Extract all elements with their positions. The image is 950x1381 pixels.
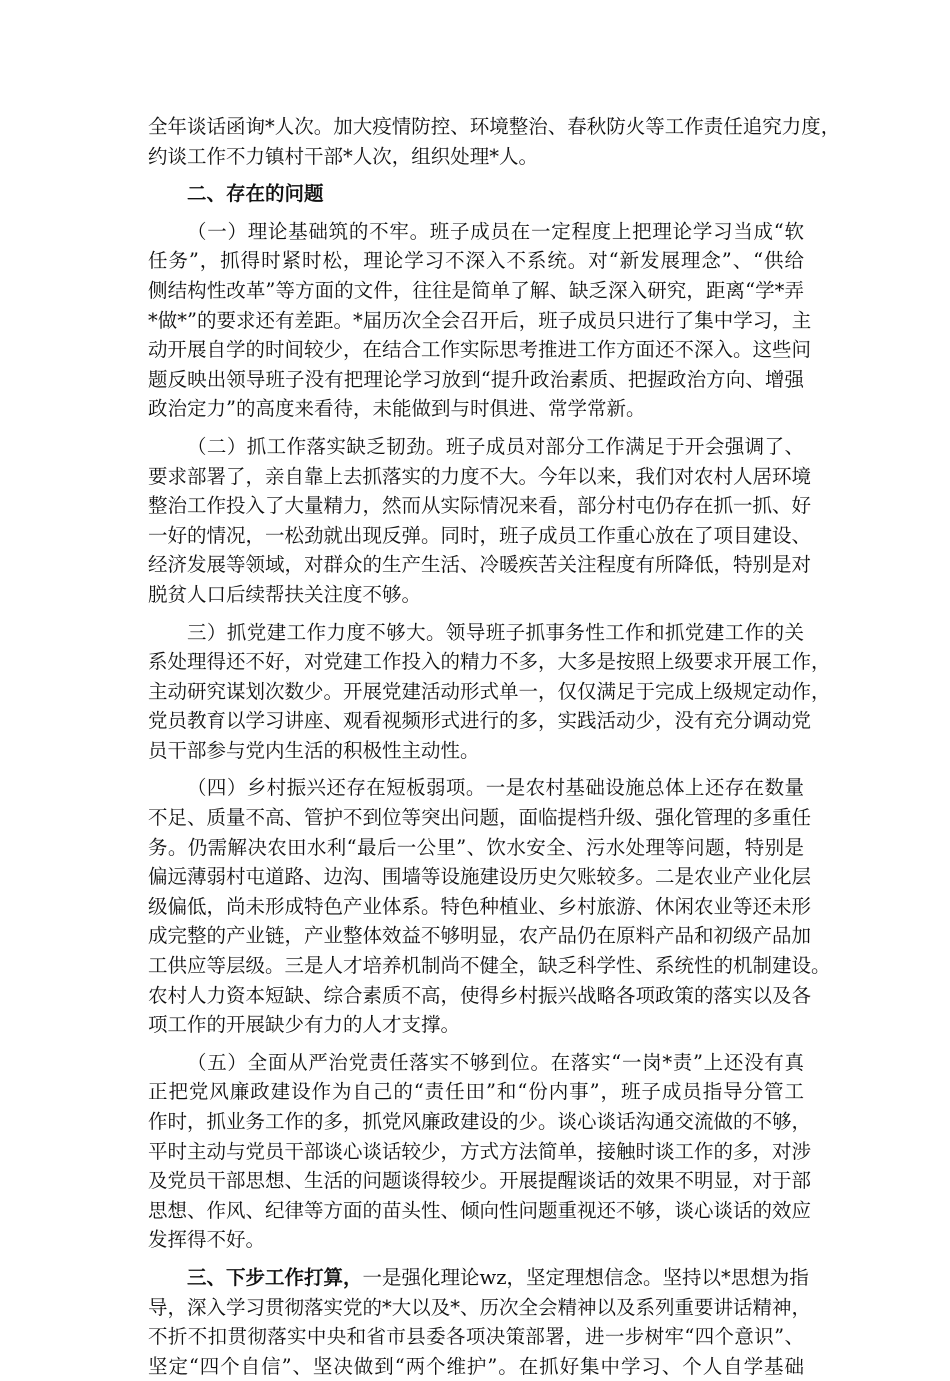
- text-line: 农村人力资本短缺、综合素质不高，使得乡村振兴战略各项政策的落实以及各: [148, 983, 812, 1007]
- text-line: （一）理论基础筑的不牢。班子成员在一定程度上把理论学习当成“软: [187, 219, 804, 243]
- text-line: 级偏低，尚未形成特色产业体系。特色种植业、乡村旅游、休闲农业等还未形: [148, 894, 812, 918]
- text-line: 作时，抓业务工作的多，抓党风廉政建设的少。谈心谈话沟通交流做的不够，: [148, 1110, 812, 1133]
- text-line: 整治工作投入了大量精力，然而从实际情况来看，部分村屯仍存在抓一抓、好: [148, 494, 812, 518]
- text-run: 一是强化理论wz，坚定理想信念。坚持以*思想为指: [362, 1265, 809, 1289]
- text-line: 经济发展等领域，对群众的生产生活、冷暖疾苦关注程度有所降低，特别是对: [148, 553, 812, 577]
- text-line: 偏远薄弱村屯道路、边沟、围墙等设施建设历史欠账较多。二是农业产业化层: [148, 865, 812, 889]
- text-line: 思想、作风、纪律等方面的苗头性、倾向性问题重视还不够，谈心谈话的效应: [148, 1198, 812, 1222]
- text-line: 发挥得不好。: [148, 1228, 266, 1252]
- text-line: 及党员干部思想、生活的问题谈得较少。开展提醒谈话的效果不明显，对于部: [148, 1169, 812, 1193]
- text-line: 脱贫人口后续帮扶关注度不够。: [148, 582, 422, 606]
- text-line: 项工作的开展缺少有力的人才支撑。: [148, 1013, 461, 1037]
- text-line: （四）乡村振兴还存在短板弱项。一是农村基础设施总体上还存在数量: [187, 776, 804, 800]
- text-line: 政治定力”的高度来看待，未能做到与时俱进、常学常新。: [148, 397, 646, 421]
- text-line: 平时主动与党员干部谈心谈话较少，方式方法简单，接触时谈工作的多，对涉: [148, 1139, 812, 1163]
- section-heading: 三、下步工作打算，: [187, 1265, 363, 1289]
- text-line: 要求部署了，亲自靠上去抓落实的力度不大。今年以来，我们对农村人居环境: [148, 464, 812, 488]
- text-line: 全年谈话函询*人次。加大疫情防控、环境整治、春秋防火等工作责任追究力度，: [148, 115, 841, 138]
- text-line: 侧结构性改革”等方面的文件，往往是简单了解、缺乏深入研究，距离“学*弄: [148, 278, 804, 302]
- document-page: [148, 112, 841, 1381]
- text-line: [148, 1263, 809, 1293]
- text-line: 员干部参与党内生活的积极性主动性。: [148, 738, 480, 762]
- text-line: 成完整的产业链，产业整体效益不够明显，农产品仍在原料产品和初级产品加: [148, 924, 812, 948]
- text-line: 三）抓党建工作力度不够大。领导班子抓事务性工作和抓党建工作的关: [187, 620, 804, 644]
- text-line: 约谈工作不力镇村干部*人次，组织处理*人。: [148, 144, 539, 168]
- text-line: 不折不扣贯彻落实中央和省市县委各项决策部署，进一步树牢“四个意识”、: [148, 1325, 804, 1349]
- text-line: 务。仍需解决农田水利“最后一公里”、饮水安全、污水处理等问题，特别是: [148, 835, 804, 859]
- text-line: 不足、质量不高、管护不到位等突出问题，面临提档升级、强化管理的多重任: [148, 806, 812, 830]
- text-line: 系处理得还不好，对党建工作投入的精力不多，大多是按照上级要求开展工作，: [148, 650, 831, 674]
- text-line: 正把党风廉政建设作为自己的“责任田”和“份内事”，班子成员指导分管工: [148, 1080, 804, 1104]
- text-line: 动开展自学的时间较少，在结合工作实际思考推进工作方面还不深入。这些问: [148, 338, 812, 362]
- text-line: （二）抓工作落实缺乏韧劲。班子成员对部分工作满足于开会强调了、: [187, 434, 804, 458]
- text-line: 党员教育以学习讲座、观看视频形式进行的多，实践活动少，没有充分调动党: [148, 709, 812, 733]
- text-line: （五）全面从严治党责任落实不够到位。在落实“一岗*责”上还没有真: [187, 1050, 804, 1074]
- text-line: 导，深入学习贯彻落实党的*大以及*、历次全会精神以及系列重要讲话精神，: [148, 1295, 812, 1319]
- text-line: 一好的情况，一松劲就出现反弹。同时，班子成员工作重心放在了项目建设、: [148, 523, 812, 547]
- text-line: 任务”，抓得时紧时松，理论学习不深入不系统。对“新发展理念”、“供给: [148, 249, 804, 273]
- text-line: 题反映出领导班子没有把理论学习放到“提升政治素质、把握政治方向、增强: [148, 367, 804, 391]
- text-line: 主动研究谋划次数少。开展党建活动形式单一，仅仅满足于完成上级规定动作，: [148, 679, 831, 703]
- text-line: 工供应等层级。三是人才培养机制尚不健全，缺乏科学性、系统性的机制建设。: [148, 954, 831, 978]
- section-heading: 二、存在的问题: [187, 182, 324, 206]
- text-line: 坚定“四个自信”、坚决做到“两个维护”。在抓好集中学习、个人自学基础: [148, 1354, 804, 1378]
- text-line: *做*”的要求还有差距。*届历次全会召开后，班子成员只进行了集中学习，主: [148, 308, 812, 332]
